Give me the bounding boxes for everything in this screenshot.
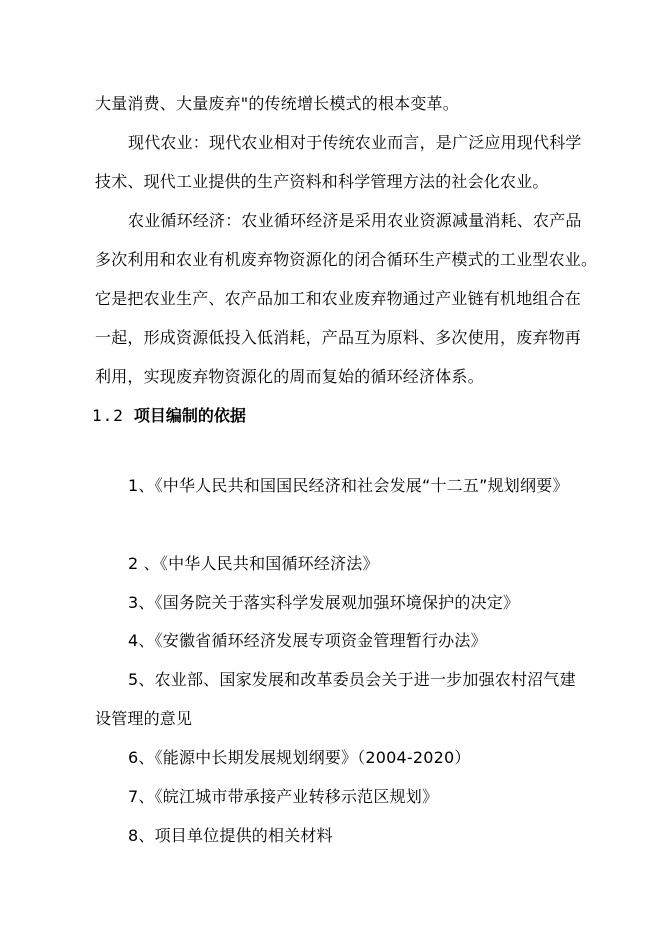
basis-item-8: 8、项目单位提供的相关材料 xyxy=(128,826,333,845)
basis-item-6: 6、《能源中长期发展规划纲要》（2004-2020） xyxy=(128,748,471,767)
section-number: 1.2 xyxy=(92,406,124,425)
paragraph-modern-agriculture-line-2: 技术、现代工业提供的生产资料和科学管理方法的社会化农业。 xyxy=(95,172,549,191)
basis-item-5-line-2: 设管理的意见 xyxy=(95,709,193,728)
paragraph-circular-economy-line-1: 农业循环经济：农业循环经济是采用农业资源减量消耗、农产品 xyxy=(128,211,582,230)
section-title: 项目编制的依据 xyxy=(133,406,246,425)
section-heading xyxy=(92,406,246,426)
paragraph-circular-economy-line-3: 它是把农业生产、农产品加工和农业废弃物通过产业链有机地组合在 xyxy=(95,289,582,308)
basis-item-2: 2 、《中华人民共和国循环经济法》 xyxy=(128,554,379,573)
basis-item-1: 1、《中华人民共和国国民经济和社会发展“十二五”规划纲要》 xyxy=(128,476,569,495)
paragraph-intro-tail: 大量消费、大量废弃"的传统增长模式的根本变革。 xyxy=(95,94,459,113)
basis-item-5-line-1: 5、农业部、国家发展和改革委员会关于进一步加强农村沼气建 xyxy=(128,670,576,689)
basis-item-4: 4、《安徽省循环经济发展专项资金管理暂行办法》 xyxy=(128,631,487,650)
paragraph-circular-economy-line-4: 一起，形成资源低投入低消耗，产品互为原料、多次使用，废弃物再 xyxy=(95,328,582,347)
paragraph-circular-economy-line-5: 利用，实现废弃物资源化的周而复始的循环经济体系。 xyxy=(95,367,484,386)
paragraph-circular-economy-line-2: 多次利用和农业有机废弃物资源化的闭合循环生产模式的工业型农业。 xyxy=(95,250,598,269)
paragraph-modern-agriculture-line-1: 现代农业：现代农业相对于传统农业而言，是广泛应用现代科学 xyxy=(128,133,582,152)
basis-item-3: 3、《国务院关于落实科学发展观加强环境保护的决定》 xyxy=(128,593,520,612)
basis-item-7: 7、《皖江城市带承接产业转移示范区规划》 xyxy=(128,787,439,806)
